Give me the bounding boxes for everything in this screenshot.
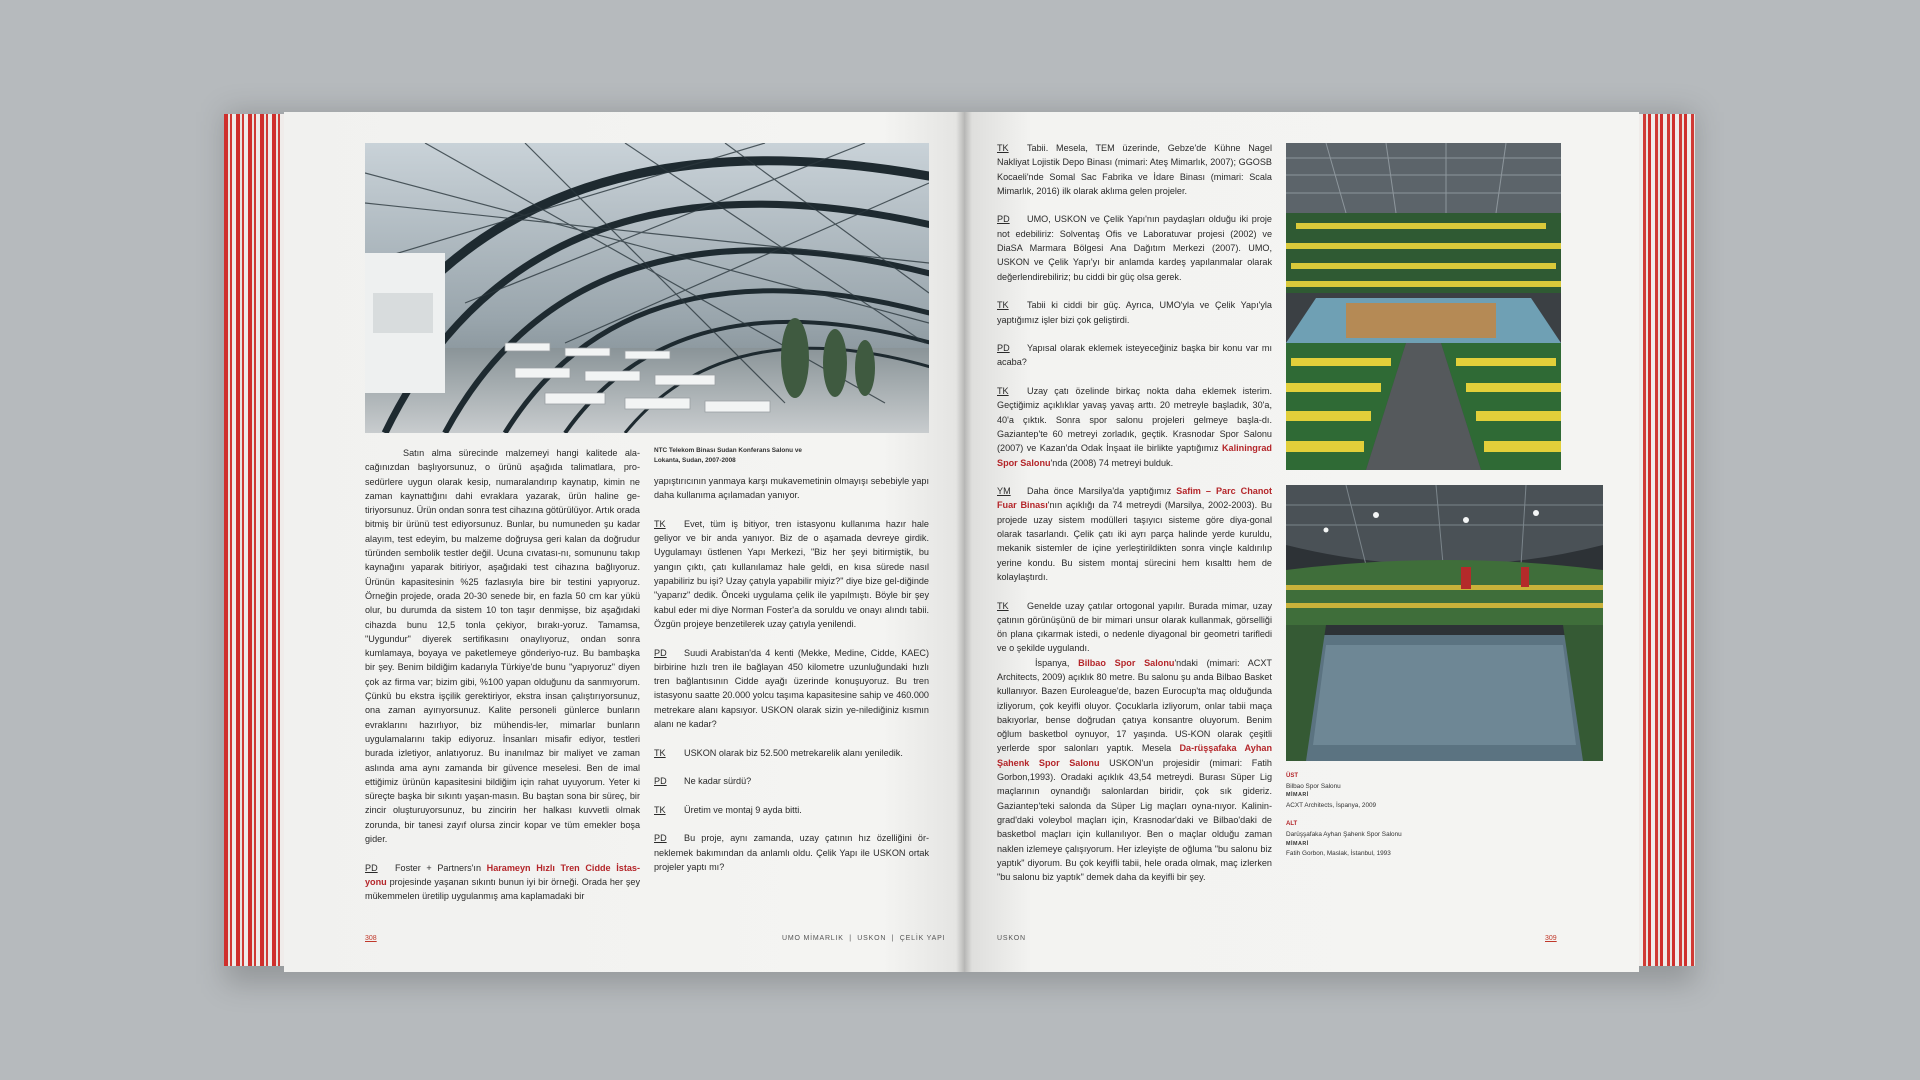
text-run: 'nda (2008) 74 metreyi bulduk. (1050, 457, 1174, 468)
speaker-label: TK (997, 300, 1009, 311)
speaker-label: PD (654, 833, 667, 844)
text-run: Evet, tüm iş bitiyor, tren istasyonu kullanıma hazır hale geliyor ve bir anda yanıyor. Biz de o aşamada devreye girdik. Uygulamayı üstlenen Yapı Merkezi, "Biz her şeyi bitirmiştik, bu yangın çıktı, çatı kullanılamaz hale geldi, en kısa sürede nasıl yapabiliriz bu işi? Uzay çatıyla yapabilir miyiz?" diye bize gel-diğinde "yaparız" dedik. Önceki uygulama çelik ile yapılmıştı. Böyle bir şey kabul eder mi diye Norman Foster'a da soruldu ve onayı alındı tabii. Özgün projeye benzetilerek uzay çatıyla yenilendi. (654, 518, 929, 629)
paragraph (997, 656, 1272, 885)
running-footer-left: UMO MİMARLIK | USKON | ÇELİK YAPI (782, 935, 946, 942)
speaker-label: TK (654, 747, 666, 758)
speaker-label: TK (654, 518, 666, 529)
text-run: Uzay çatı özelinde birkaç nokta daha eklemek isterim. Geçtiğimiz açıklıklar yavaş yavaş arttı. 20 metreyle başladık, 30'a, 40'a çıktık. Sonra spor salonu projeleri gelmeye başla-dı. Gaziantep'te 60 metreyi zorladık, geçtik. Krasnodar Spor Salonu (2007) ve Kazan'da Odak İnşaat ile birlikte yaptığımız (997, 386, 1272, 454)
paragraph (997, 298, 1272, 327)
paragraph (997, 212, 1272, 283)
text-run: Tabii ki ciddi bir güç. Ayrıca, UMO'yla ve Çelik Yapı'yla yaptığımız işler bizi çok geliştirdi. (997, 300, 1272, 325)
page-edge-right (1639, 114, 1695, 966)
paragraph (654, 774, 929, 788)
speaker-label: PD (654, 776, 667, 787)
speaker-label: YM (997, 486, 1011, 497)
caption-credit-top: ACXT Architects, İspanya, 2009 (1286, 801, 1377, 809)
left-column-1 (365, 446, 640, 918)
right-column (997, 141, 1272, 899)
caption-key-top: ÜST (1286, 773, 1298, 779)
speaker-label: TK (654, 804, 666, 815)
sports-hall-interior-photo (1286, 485, 1603, 761)
page-edge-left (224, 114, 284, 966)
speaker-label: PD (365, 862, 378, 873)
highlight-link: Kaliningrad Spor Salonu (997, 443, 1272, 468)
speaker-label: PD (654, 647, 667, 658)
caption-role-top: MİMARİ (1286, 792, 1309, 799)
text-run: 'ndaki (mimari: ACXT Architects, 2009) açıklık 80 metre. Bu salonu şu anda Bilbao Basket kullanıyor. Bazen Euroleague'de, bazen Eurocup'ta maç olduğunda izliyorum, çok keyifli oluyor. Çocuklarla izliyorum, onlar tabii maça bakıyorlar, bense doğrudan çatıya konsantre oluyorum. Benim oğlum basketbol oynuyor, 17 yaşında. US-KON olarak çeşitli yerlerde spor salonları yaptık. Mesela (997, 657, 1272, 754)
caption-title-top: Bilbao Spor Salonu (1286, 782, 1341, 790)
text-run: 'nın açıklığı da 74 metreydi (Marsilya, 2002-2003). Bu projede uzay sistem modülleri taşıyıcı sisteme göre diya-gonal olarak tasarlandı. Çelik çatı iki ayrı parça halinde yerde kuruldu, mekanik sistemler de içine yerleştirildikten sonra vinçle kaldırılıp yerine kondu. Bu sistem montaj sürecini hem kısalttı hem de kolaylaştırdı. (997, 500, 1272, 582)
text-run: Ne kadar sürdü? (684, 776, 752, 787)
text-run: Üretim ve montaj 9 ayda bitti. (684, 804, 802, 815)
left-column-2 (654, 474, 929, 889)
speaker-label: TK (997, 600, 1009, 611)
speaker-label: PD (997, 343, 1010, 354)
text-run: Foster + Partners'ın (395, 862, 487, 873)
book-gutter (956, 112, 972, 972)
paragraph (365, 861, 640, 904)
highlight-link: Da-rüşşafaka Ayhan Şahenk Spor Salonu (997, 743, 1272, 768)
paragraph (654, 646, 929, 732)
caption-title-bottom: Darüşşafaka Ayhan Şahenk Spor Salonu (1286, 830, 1402, 838)
text-run: Daha önce Marsilya'da yaptığımız (1027, 486, 1177, 497)
text-run: Tabii. Mesela, TEM üzerinde, Gebze'de Kühne Nagel Nakliyat Lojistik Depo Binası (mimari: Ateş Mimarlık, 2007); GGOSB Kocaeli'nde Somal Sac Fabrika ve İdare Binası (mimari: Scala Mimarlık, 2016) ilk olarak aklıma gelen projeler. (997, 143, 1272, 196)
page-number-left: 308 (365, 935, 377, 942)
paragraph (654, 831, 929, 874)
paragraph (654, 746, 929, 760)
left-photo-caption: NTC Telekom Binası Sudan Konferans Salonu ve Lokanta, Sudan, 2007-2008 (654, 447, 802, 464)
text-run: Suudi Arabistan'da 4 kenti (Mekke, Medine, Cidde, KAEC) birbirine hızlı tren ile bağlayan 450 kilometre uzunluğundaki hızlı tren bağlantısının Cidde ayağı üzerinde konuşuyoruz. Bu tren istasyonu saatte 20.000 yolcu taşıma kapasitesine sahip ve 460.000 metrekare alanı kapsıyor. USKON olarak sizin ye-nilediğiniz kısmın alanı ne kadar? (654, 647, 929, 730)
running-footer-right: USKON (997, 935, 1026, 942)
paragraph (997, 384, 1272, 470)
paragraph: Satın alma sürecinde malzemeyi hangi kalitede ala-cağınızdan başlıyorsunuz, o ürünü aşağıda talimatlara, pro-sedürlere uygun olarak kesip, numaralandırıp kaynatıp, kimin ne zaman kaynattığını dahi evraklara yazarak, ürün haline ge-tiriyorsunuz. Ürün ondan sonra test cihazına götürülüyor. Artık orada bitmiş bir ürünü test ediyorsunuz. Bunlar, bu numuneden şu kadar alayım, test edeyim, bu malzeme doğruysa geri kalan da doğrudur türünden sembolik testler değil. Ucuna cıvatası-nı, somununu takıp kaynağını yaparak bitiriyor, aşağıdaki test cihazına bağlıyoruz. Ürünün kapasitesinin %25 fazlasıyla bire bir testini yapıyoruz. Örneğin projede, orada 20-30 senede bir, en fazla 50 cm kar yükü olur, bu durumda da sistem 10 ton taşır denmişse, biz aşağıdaki cihazda bunu 12,5 tonla çekiyor, bırakı-yoruz. Tamamsa, "Uygundur" diyerek sertifikasını onaylıyoruz, ondan sonra kumlamaya, boyaya ve paketlemeye gönderiyo-ruz. Bu bambaşka bir şey. Benim bildiğim kadarıyla Türkiye'de bunu "yapıyoruz" diyen çok az firma var; bizim gibi, %100 yapan olduğunu da sanmıyorum. Çünkü bu ekstra işçilik gerektiriyor, ekstra insan çalıştırıyorsunuz, ona zaman ayırıyorsunuz. Kalite personeli günlerce bunların evraklarını hazırlıyor, biz mühendis-ler, mimarlar bunların uygulamalarını takip ediyoruz. İnsanları misafir ediyor, testleri burada izletiyor, anlatıyoruz. Bu inanılmaz bir maliyet ve zaman aslında ama aynı zamanda bir güvence meselesi. Ben de imal ettiğimiz ürünün kapasitesini bildiğim için rahat uyuyorum. Yeter ki süreçte başka bir sıkıntı yaşan-masın. Bu baştan sona bir süreç, bir zincir oluşturuyorsunuz, bu zincirin her halkası kuvvetli olmak zorunda, bir tanesi zayıf olursa zincir kopar ve tüm emekler boşa gider. (365, 448, 640, 845)
highlight-link: Safim – Parc Chanot Fuar Binası (997, 486, 1272, 511)
text-run: İspanya, (1035, 657, 1079, 668)
paragraph: yapıştırıcının yanmaya karşı mukavemetinin olmayışı sebebiyle yapı daha kullanıma açılamadan yanıyor. (654, 476, 929, 501)
speaker-label: TK (997, 386, 1009, 397)
text-run: Genelde uzay çatılar ortogonal yapılır. Burada mimar, uzay çatının görünüşünü de bir mimari unsur olarak kullanmak, görselliği ön plana çıkarmak istedi, o nedenle diyagonal bir geometri tarifledi ve o şekilde uygulandı. (997, 600, 1272, 654)
arena-green-yellow-seats-photo (1286, 143, 1561, 470)
text-run: USKON'un projesidir (mimari: Fatih Gorbon,1993). Oradaki açıklık 43,54 metreydi. Burası Süper Lig maçlarının oynandığı salonlardan biridir, çok sık gideriz. Gaziantep'teki salonda da Süper Lig maçları oyna-nıyor. Kaliningrad'daki voleybol maçları için, Krasnodar'daki ve Bilbao'daki de basketbol maçları için kullanılıyor. Ben o maçlar olduğu zaman naklen izlemeye çalışıyorum. Her izleyişte de oğluma "bu salonu biz yaptık" diyorum. Bu çok keyifli tabii, hele orada olmak, maç izlerken "bu salonu biz yaptık" demek daha da keyifli bir şey. (997, 757, 1272, 883)
paragraph (997, 141, 1272, 198)
highlight-link: Bilbao Spor Salonu (1078, 657, 1175, 668)
arched-glass-hall-photo (365, 143, 929, 433)
speaker-label: PD (997, 214, 1010, 225)
page-number-right: 309 (1545, 935, 1557, 942)
paragraph (997, 484, 1272, 584)
paragraph (997, 341, 1272, 370)
highlight-link: Harameyn Hızlı Tren Cidde İstas-yonu (365, 862, 640, 887)
paragraph (654, 803, 929, 817)
paragraph (997, 599, 1272, 656)
text-run: USKON olarak biz 52.500 metrekarelik alanı yeniledik. (684, 747, 903, 758)
text-run: Bu proje, aynı zamanda, uzay çatının hız özelliğini ör-neklemek bakımından da anlamlı oldu. Çelik Yapı ile USKON ortak projeler yaptı mı? (654, 833, 929, 873)
caption-credit-bottom: Fatih Gorbon, Maslak, İstanbul, 1993 (1286, 850, 1391, 858)
text-run: Yapısal olarak eklemek isteyeceğiniz başka bir konu var mı acaba? (997, 343, 1272, 368)
speaker-label: TK (997, 143, 1009, 153)
text-run: projesinde yaşanan sıkıntı bunun iyi bir örneği. Orada her şey mükemmelen üretilip uygulanmış ama kaplamadaki bir (365, 876, 640, 902)
paragraph (654, 517, 929, 631)
caption-role-bottom: MİMARİ (1286, 840, 1309, 847)
text-run: UMO, USKON ve Çelik Yapı'nın paydaşları olduğu iki proje not edebiliriz: Solventaş Ofis ve Laboratuvar projesi (2002) ve DiaSA Marmara Bölgesi Ana Dağıtım Merkezi (2007). UMO, USKON ve Çelik Yapı'yı bir anlamda kardeş yapılanmalar olarak değerlendirebiliriz; bu ciddi bir güç olsa gerek. (997, 214, 1272, 282)
caption-key-bottom: ALT (1286, 821, 1298, 828)
right-photo-captions (1286, 772, 1436, 859)
